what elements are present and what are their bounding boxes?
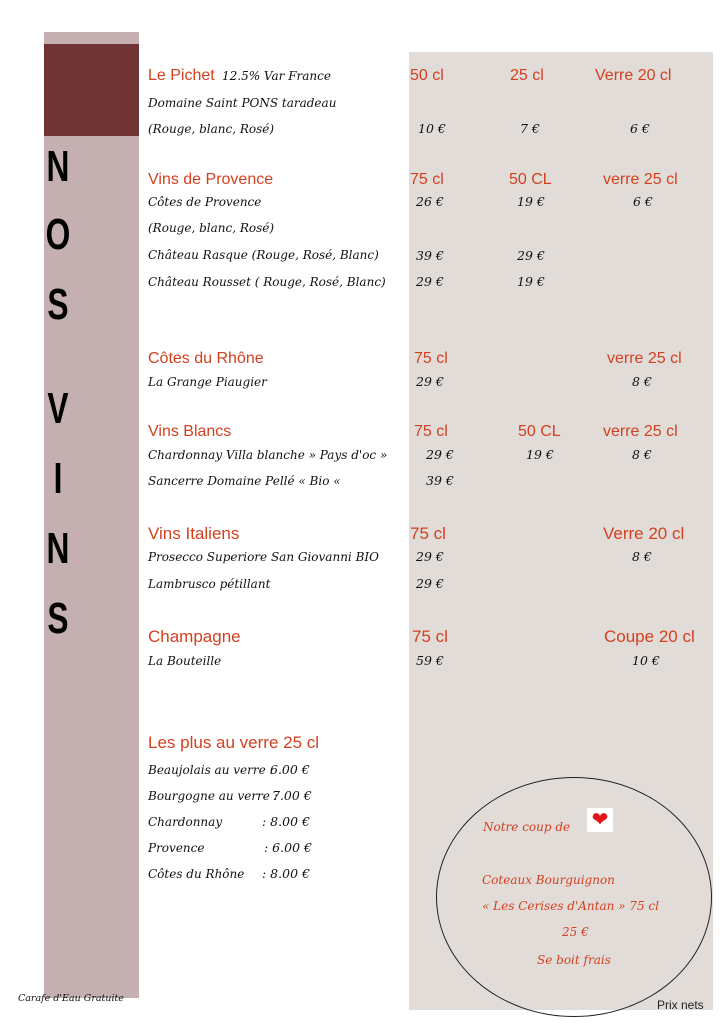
provence-item-3-p1: 39 € [416,248,444,263]
pichet-col-2: 25 cl [510,67,544,84]
plus-title: Les plus au verre 25 cl [148,733,320,752]
blancs-item-2: Sancerre Domaine Pellé « Bio « [148,474,341,488]
rhone-col-3: verre 25 cl [607,350,682,367]
pichet-line-2: (Rouge, blanc, Rosé) [148,122,275,136]
blancs-item-2-p1: 39 € [426,473,454,488]
title-letter-o: O [45,210,71,259]
provence-item-3-p2: 29 € [517,248,545,263]
pichet-col-1: 50 cl [410,67,444,84]
provence-item-1-p2: 19 € [517,194,545,209]
plus-item-1-price: 6.00 € [270,762,310,777]
provence-col-1: 75 cl [410,171,444,188]
plus-item-5-name: Côtes du Rhône [148,867,245,881]
title-letter-n: N [46,142,70,191]
title-letter-v: V [47,384,69,433]
provence-col-3: verre 25 cl [603,171,678,188]
feature-note: Se boit frais [537,953,611,967]
pichet-detail: 12.5% Var France [222,69,331,83]
blancs-title: Vins Blancs [148,423,232,440]
provence-item-1-p3: 6 € [633,194,653,209]
italiens-item-1-p1: 29 € [416,549,444,564]
rhone-col-1: 75 cl [414,350,448,367]
provence-item-3: Château Rasque (Rouge, Rosé, Blanc) [148,248,379,262]
champagne-title: Champagne [148,627,241,646]
blancs-col-2: 50 CL [518,423,561,440]
provence-title: Vins de Provence [148,171,274,188]
plus-item-5-price: : 8.00 € [262,866,310,881]
title-letter-s2: S [47,594,69,643]
italiens-item-2: Lambrusco pétillant [148,577,271,591]
provence-item-2: (Rouge, blanc, Rosé) [148,221,275,235]
champagne-col-1: 75 cl [412,627,448,646]
pichet-title: Le Pichet [148,67,215,84]
blancs-col-1: 75 cl [414,423,448,440]
title-letter-n2: N [46,524,70,573]
champagne-item-p1: 59 € [416,653,444,668]
feature-heading: Notre coup de [483,820,571,834]
plus-item-2-name: Bourgogne au verre : [148,789,278,803]
plus-item-4-name: Provence [148,841,205,855]
champagne-col-3: Coupe 20 cl [604,627,695,646]
italiens-item-1: Prosecco Superiore San Giovanni BIO [148,550,379,564]
italiens-title: Vins Italiens [148,524,240,543]
italiens-item-2-p1: 29 € [416,576,444,591]
provence-col-2: 50 CL [509,171,552,188]
pichet-line-1: Domaine Saint PONS taradeau [148,96,337,110]
blancs-item-1-p2: 19 € [526,447,554,462]
feature-line-1: Coteaux Bourguignon [482,873,615,887]
blancs-item-1: Chardonnay Villa blanche » Pays d'oc » [148,448,388,462]
rhone-item: La Grange Piaugier [148,375,267,389]
provence-item-4: Château Rousset ( Rouge, Rosé, Blanc) [148,275,386,289]
plus-item-1-name: Beaujolais au verre : [148,763,274,777]
blancs-col-3: verre 25 cl [603,423,678,440]
provence-item-1: Côtes de Provence [148,195,262,209]
rhone-item-p3: 8 € [632,374,652,389]
rhone-item-p1: 29 € [416,374,444,389]
plus-item-3-price: : 8.00 € [262,814,310,829]
pichet-price-3: 6 € [630,121,650,136]
feature-line-2: « Les Cerises d'Antan » 75 cl [482,899,659,913]
provence-item-4-p1: 29 € [416,274,444,289]
plus-item-3-name: Chardonnay [148,815,223,829]
left-band-dark-block [44,44,139,136]
champagne-item: La Bouteille [148,654,222,668]
prix-nets-note: Prix nets [657,998,704,1012]
champagne-item-p3: 10 € [632,653,660,668]
feature-price: 25 € [562,925,589,939]
blancs-item-1-p1: 29 € [426,447,454,462]
plus-item-2-price: 7.00 € [272,788,312,803]
title-letter-i: I [53,454,63,503]
feature-circle [436,777,712,1017]
provence-item-1-p1: 26 € [416,194,444,209]
pichet-price-2: 7 € [520,121,540,136]
plus-item-4-price: : 6.00 € [264,840,312,855]
blancs-item-1-p3: 8 € [632,447,652,462]
water-note: Carafe d'Eau Gratuite [18,993,124,1004]
pichet-col-3: Verre 20 cl [595,67,672,84]
italiens-col-1: 75 cl [410,524,446,543]
italiens-col-3: Verre 20 cl [603,524,685,543]
italiens-item-1-p3: 8 € [632,549,652,564]
rhone-title: Côtes du Rhône [148,350,264,367]
title-letter-s: S [47,280,69,329]
pichet-price-1: 10 € [418,121,446,136]
heart-icon: ❤ [587,808,613,832]
provence-item-4-p2: 19 € [517,274,545,289]
